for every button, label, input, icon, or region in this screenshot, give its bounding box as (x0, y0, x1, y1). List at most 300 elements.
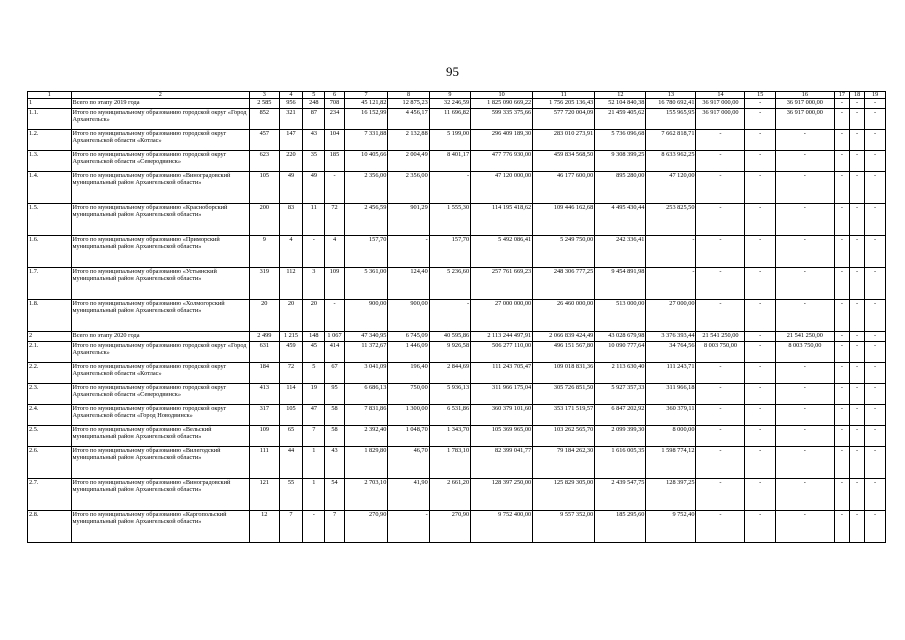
table-cell: 125 829 305,00 (533, 479, 595, 511)
column-number: 7 (344, 92, 388, 99)
table-cell: 270,90 (429, 511, 470, 543)
table-cell: - (849, 204, 864, 236)
table-cell: - (849, 511, 864, 543)
table-cell: 157,70 (344, 236, 388, 268)
row-name: Всего по этапу 2020 года (71, 332, 250, 342)
table-cell: - (849, 172, 864, 204)
table-cell: 1 (303, 479, 325, 511)
table-cell: - (696, 151, 745, 172)
table-cell: 319 (250, 268, 279, 300)
table-cell: 6 847 202,92 (595, 405, 646, 426)
table-row (28, 268, 886, 300)
table-cell: - (834, 447, 849, 479)
table-cell: - (849, 447, 864, 479)
table-cell: 112 (279, 268, 303, 300)
row-name: Итого по муниципальному образованию городской округ «Город Архангельск» (71, 109, 250, 130)
table-cell: 5 199,00 (429, 130, 470, 151)
table-cell: 4 456,17 (388, 109, 429, 130)
table-cell: 750,00 (388, 384, 429, 405)
table-cell: 111 243,71 (646, 363, 696, 384)
table-cell: 114 (279, 384, 303, 405)
table-cell: 7 662 818,71 (646, 130, 696, 151)
table-cell: - (696, 268, 745, 300)
table-cell: 4 495 430,44 (595, 204, 646, 236)
table-cell: 20 (279, 300, 303, 332)
table-cell: 155 965,95 (646, 109, 696, 130)
table-cell: 631 (250, 342, 279, 363)
table-cell: - (646, 268, 696, 300)
table-cell: 1 825 090 669,22 (471, 99, 533, 109)
table-cell: 2 132,88 (388, 130, 429, 151)
table-cell: - (775, 426, 834, 447)
row-number: 1.8. (28, 300, 72, 332)
table-cell: 32 246,59 (429, 99, 470, 109)
table-cell: 5 (303, 363, 325, 384)
row-name: Итого по муниципальному образованию городской округ Архангельской области «Котлас» (71, 363, 250, 384)
table-cell: - (745, 447, 775, 479)
table-cell: 114 195 418,62 (471, 204, 533, 236)
table-cell: 242 336,41 (595, 236, 646, 268)
column-number: 15 (745, 92, 775, 99)
table-cell: 35 (303, 151, 325, 172)
table-cell: 26 460 000,00 (533, 300, 595, 332)
table-cell: 257 761 669,23 (471, 268, 533, 300)
column-number: 17 (834, 92, 849, 99)
table-cell: - (745, 332, 775, 342)
table-cell: - (696, 405, 745, 426)
table-row (28, 447, 886, 479)
table-cell: 184 (250, 363, 279, 384)
table-cell: 2 499 (250, 332, 279, 342)
table-cell: 1 555,30 (429, 204, 470, 236)
table-cell: 2 456,59 (344, 204, 388, 236)
table-cell: 1 (303, 447, 325, 479)
row-name: Итого по муниципальному образованию «Холмогорский муниципальный район Архангельской области» (71, 300, 250, 332)
table-cell: - (775, 363, 834, 384)
table-cell: - (834, 300, 849, 332)
table-cell: 45 (303, 342, 325, 363)
row-number: 1 (28, 99, 72, 109)
table-cell: 506 277 110,00 (471, 342, 533, 363)
table-cell: 311 966 175,04 (471, 384, 533, 405)
table-cell: 111 (250, 447, 279, 479)
table-cell: 109 446 162,68 (533, 204, 595, 236)
table-cell: - (865, 236, 886, 268)
table-cell: - (865, 130, 886, 151)
table-cell: 103 262 565,70 (533, 426, 595, 447)
row-name: Итого по муниципальному образованию «Вельский муниципальный район Архангельской области» (71, 426, 250, 447)
table-cell: 248 306 777,25 (533, 268, 595, 300)
table-cell: - (388, 236, 429, 268)
column-number: 3 (250, 92, 279, 99)
table-cell: 41,90 (388, 479, 429, 511)
table-cell: 8 000,00 (646, 426, 696, 447)
table-cell: - (865, 447, 886, 479)
table-cell: 895 280,00 (595, 172, 646, 204)
table-cell: 87 (303, 109, 325, 130)
table-cell: 52 104 840,38 (595, 99, 646, 109)
table-cell: 7 331,88 (344, 130, 388, 151)
table-cell: 253 825,50 (646, 204, 696, 236)
table-cell: 21 541 250,00 (696, 332, 745, 342)
table-cell: 124,40 (388, 268, 429, 300)
table-cell: 95 (325, 384, 345, 405)
table-cell: 20 (303, 300, 325, 332)
table-cell: 20 (250, 300, 279, 332)
table-cell: - (865, 172, 886, 204)
table-cell: - (745, 109, 775, 130)
table-cell: 128 397 250,00 (471, 479, 533, 511)
column-number: 18 (849, 92, 864, 99)
table-cell: 4 (325, 236, 345, 268)
table-cell: 16 780 692,41 (646, 99, 696, 109)
table-cell: - (745, 172, 775, 204)
table-cell: 47 (303, 405, 325, 426)
row-number: 1.5. (28, 204, 72, 236)
row-number: 2 (28, 332, 72, 342)
table-row (28, 172, 886, 204)
table-cell: - (849, 109, 864, 130)
table-cell: 296 409 189,30 (471, 130, 533, 151)
table-cell: 44 (279, 447, 303, 479)
table-cell: 49 (279, 172, 303, 204)
table-cell: 8 401,17 (429, 151, 470, 172)
column-number: 19 (865, 92, 886, 99)
table-cell: 5 492 086,41 (471, 236, 533, 268)
table-cell: - (849, 130, 864, 151)
table-cell: 414 (325, 342, 345, 363)
table-cell: 2 099 399,30 (595, 426, 646, 447)
table-cell: 901,29 (388, 204, 429, 236)
table-cell: 148 (303, 332, 325, 342)
table-cell: 353 171 519,57 (533, 405, 595, 426)
table-cell: 459 834 568,50 (533, 151, 595, 172)
table-cell: - (696, 511, 745, 543)
table-cell: - (865, 151, 886, 172)
row-name: Итого по муниципальному образованию «Устьянский муниципальный район Архангельской области» (71, 268, 250, 300)
table-cell: 599 335 375,66 (471, 109, 533, 130)
table-cell: - (834, 99, 849, 109)
page-number: 95 (446, 64, 459, 79)
table-cell: 7 (279, 511, 303, 543)
table-cell: - (834, 479, 849, 511)
table-cell: - (849, 426, 864, 447)
table-cell: 12 875,23 (388, 99, 429, 109)
table-cell: 5 927 357,33 (595, 384, 646, 405)
row-name: Итого по муниципальному образованию городской округ Архангельской области «Город Новодвинск» (71, 405, 250, 426)
table-cell: - (834, 109, 849, 130)
table-cell: - (775, 511, 834, 543)
table-cell: 9 557 352,00 (533, 511, 595, 543)
table-cell: 147 (279, 130, 303, 151)
table-row (28, 99, 886, 109)
table-cell: - (303, 236, 325, 268)
table-cell: 477 776 930,00 (471, 151, 533, 172)
table-cell: 11 372,67 (344, 342, 388, 363)
row-name: Итого по муниципальному образованию «Каргопольский муниципальный район Архангельской области» (71, 511, 250, 543)
table-cell: - (696, 447, 745, 479)
row-name: Итого по муниципальному образованию «Красноборский муниципальный район Архангельской области» (71, 204, 250, 236)
column-number: 16 (775, 92, 834, 99)
table-cell: 2 356,00 (388, 172, 429, 204)
table-cell: - (849, 479, 864, 511)
table-cell: 413 (250, 384, 279, 405)
table-cell: - (865, 511, 886, 543)
table-cell: - (865, 99, 886, 109)
table-cell: 55 (279, 479, 303, 511)
table-cell: - (849, 342, 864, 363)
table-cell: - (775, 204, 834, 236)
table-cell: - (775, 268, 834, 300)
table-cell: 185 (325, 151, 345, 172)
table-cell: 3 041,09 (344, 363, 388, 384)
column-number: 5 (303, 92, 325, 99)
table-cell: 248 (303, 99, 325, 109)
table-cell: 128 397,25 (646, 479, 696, 511)
table-cell: - (696, 384, 745, 405)
table-row (28, 405, 886, 426)
table-cell: 2 356,00 (344, 172, 388, 204)
table-row (28, 151, 886, 172)
row-number: 2.2. (28, 363, 72, 384)
table-cell: - (849, 236, 864, 268)
table-cell: - (696, 130, 745, 151)
table-cell: 6 745,09 (388, 332, 429, 342)
table-cell: - (745, 268, 775, 300)
table-cell: 109 018 831,36 (533, 363, 595, 384)
row-number: 1.6. (28, 236, 72, 268)
row-number: 2.4. (28, 405, 72, 426)
table-cell: - (834, 426, 849, 447)
table-cell: 109 (250, 426, 279, 447)
table-cell: 305 726 851,50 (533, 384, 595, 405)
table-cell: - (865, 204, 886, 236)
table-cell: - (865, 268, 886, 300)
table-cell: 10 090 777,64 (595, 342, 646, 363)
table-cell: 577 720 004,09 (533, 109, 595, 130)
table-cell: 43 (325, 447, 345, 479)
table-cell: 7 (325, 511, 345, 543)
table-cell: - (745, 300, 775, 332)
table-cell: 111 243 705,47 (471, 363, 533, 384)
row-name: Итого по муниципальному образованию «Приморский муниципальный район Архангельской области» (71, 236, 250, 268)
table-row (28, 332, 886, 342)
table-cell: - (865, 300, 886, 332)
table-cell: 121 (250, 479, 279, 511)
table-cell: - (775, 384, 834, 405)
column-number: 6 (325, 92, 345, 99)
table-cell: - (429, 300, 470, 332)
table-cell: 2 661,20 (429, 479, 470, 511)
table-cell: 5 236,60 (429, 268, 470, 300)
row-name: Итого по муниципальному образованию городской округ Архангельской области «Северодвинск» (71, 384, 250, 405)
table-cell: 36 917 000,00 (696, 109, 745, 130)
table-cell: 1 598 774,12 (646, 447, 696, 479)
table-cell: 34 764,56 (646, 342, 696, 363)
table-cell: 220 (279, 151, 303, 172)
table-cell: - (834, 268, 849, 300)
table-cell: 270,90 (344, 511, 388, 543)
table-cell: - (745, 479, 775, 511)
table-cell: - (696, 236, 745, 268)
table-cell: - (865, 332, 886, 342)
table-cell: 1 215 (279, 332, 303, 342)
table-cell: - (865, 426, 886, 447)
table-cell: 360 379 101,60 (471, 405, 533, 426)
table-cell: 43 (303, 130, 325, 151)
table-cell: - (865, 479, 886, 511)
table-cell: 21 459 405,62 (595, 109, 646, 130)
table-cell: - (834, 342, 849, 363)
row-name: Итого по муниципальному образованию городской округ «Город Архангельск» (71, 342, 250, 363)
table-cell: 105 369 965,00 (471, 426, 533, 447)
table-cell: - (696, 172, 745, 204)
table-cell: 3 (303, 268, 325, 300)
table-cell: 47 120,00 (646, 172, 696, 204)
table-cell: - (849, 363, 864, 384)
table-cell: - (745, 511, 775, 543)
table-cell: 82 399 041,77 (471, 447, 533, 479)
table-cell: - (865, 109, 886, 130)
table-cell: - (849, 384, 864, 405)
row-name: Итого по муниципальному образованию «Вилегодский муниципальный район Архангельской области» (71, 447, 250, 479)
table-row (28, 204, 886, 236)
row-name: Итого по муниципальному образованию «Виноградовский муниципальный район Архангельской области» (71, 172, 250, 204)
table-cell: 36 917 000,00 (696, 99, 745, 109)
table-cell: - (849, 300, 864, 332)
table-cell: 900,00 (344, 300, 388, 332)
table-cell: - (865, 405, 886, 426)
row-name: Итого по муниципальному образованию «Виноградовский муниципальный район Архангельской области» (71, 479, 250, 511)
table-cell: - (865, 342, 886, 363)
row-number: 1.3. (28, 151, 72, 172)
table-cell: 311 966,18 (646, 384, 696, 405)
table-cell: 623 (250, 151, 279, 172)
table-cell: 1 067 (325, 332, 345, 342)
row-number: 1.2. (28, 130, 72, 151)
table-cell: - (775, 130, 834, 151)
table-cell: - (745, 363, 775, 384)
table-cell: 708 (325, 99, 345, 109)
table-cell: - (745, 204, 775, 236)
table-cell: 43 028 679,98 (595, 332, 646, 342)
table-cell: 19 (303, 384, 325, 405)
table-row (28, 363, 886, 384)
table-cell: 104 (325, 130, 345, 151)
table-cell: - (865, 363, 886, 384)
table-cell: 1 783,10 (429, 447, 470, 479)
table-cell: 8 003 750,00 (775, 342, 834, 363)
table-cell: - (745, 130, 775, 151)
table-cell: - (388, 511, 429, 543)
table-cell: - (775, 172, 834, 204)
table-cell: 900,00 (388, 300, 429, 332)
table-cell: 5 936,13 (429, 384, 470, 405)
table-cell: 8 633 962,25 (646, 151, 696, 172)
table-cell: 9 (250, 236, 279, 268)
table-cell: - (325, 300, 345, 332)
table-cell: - (775, 300, 834, 332)
table-row (28, 426, 886, 447)
table-cell: 185 295,60 (595, 511, 646, 543)
column-number: 11 (533, 92, 595, 99)
table-cell: 234 (325, 109, 345, 130)
table-row (28, 511, 886, 543)
table-cell: 72 (325, 204, 345, 236)
table-cell: 317 (250, 405, 279, 426)
table-cell: 36 917 000,00 (775, 99, 834, 109)
table-cell: - (834, 384, 849, 405)
table-cell: 40 595,86 (429, 332, 470, 342)
table-cell: 459 (279, 342, 303, 363)
row-number: 2.3. (28, 384, 72, 405)
table-cell: - (646, 236, 696, 268)
data-table (27, 91, 886, 543)
table-cell: 1 048,70 (388, 426, 429, 447)
table-cell: - (834, 511, 849, 543)
table-cell: - (696, 204, 745, 236)
table-cell: 83 (279, 204, 303, 236)
table-cell: - (775, 236, 834, 268)
table-cell: 109 (325, 268, 345, 300)
table-cell: - (849, 99, 864, 109)
table-cell: - (745, 236, 775, 268)
table-cell: - (745, 384, 775, 405)
row-number: 1.7. (28, 268, 72, 300)
table-cell: 54 (325, 479, 345, 511)
table-cell: - (849, 332, 864, 342)
row-name: Итого по муниципальному образованию городской округ Архангельской области «Котлас» (71, 130, 250, 151)
row-name: Всего по этапу 2019 года (71, 99, 250, 109)
table-cell: 9 308 399,25 (595, 151, 646, 172)
table-cell: 46 177 600,00 (533, 172, 595, 204)
table-cell: 9 926,58 (429, 342, 470, 363)
table-cell: 7 831,86 (344, 405, 388, 426)
table-cell: 4 (279, 236, 303, 268)
table-cell: 9 752 400,00 (471, 511, 533, 543)
row-number: 1.4. (28, 172, 72, 204)
table-cell: - (745, 99, 775, 109)
table-row (28, 384, 886, 405)
table-cell: 2 004,49 (388, 151, 429, 172)
table-cell: 27 000 000,00 (471, 300, 533, 332)
table-cell: 283 010 273,91 (533, 130, 595, 151)
table-cell: 3 376 393,44 (646, 332, 696, 342)
table-row (28, 479, 886, 511)
table-cell: 27 000,00 (646, 300, 696, 332)
table-cell: - (745, 151, 775, 172)
table-cell: - (745, 405, 775, 426)
table-cell: 47 120 000,00 (471, 172, 533, 204)
table-row (28, 236, 886, 268)
table-cell: 67 (325, 363, 345, 384)
table-cell: - (745, 426, 775, 447)
column-number: 1 (28, 92, 72, 99)
table-cell: 11 (303, 204, 325, 236)
header-row (28, 92, 886, 99)
table-cell: 65 (279, 426, 303, 447)
table-cell: 9 752,40 (646, 511, 696, 543)
table-cell: - (834, 204, 849, 236)
table-cell: 2 703,10 (344, 479, 388, 511)
table-cell: 200 (250, 204, 279, 236)
column-number: 8 (388, 92, 429, 99)
column-number: 12 (595, 92, 646, 99)
table-cell: 47 340,95 (344, 332, 388, 342)
row-number: 2.5. (28, 426, 72, 447)
table-cell: 11 696,82 (429, 109, 470, 130)
table-cell: 12 (250, 511, 279, 543)
